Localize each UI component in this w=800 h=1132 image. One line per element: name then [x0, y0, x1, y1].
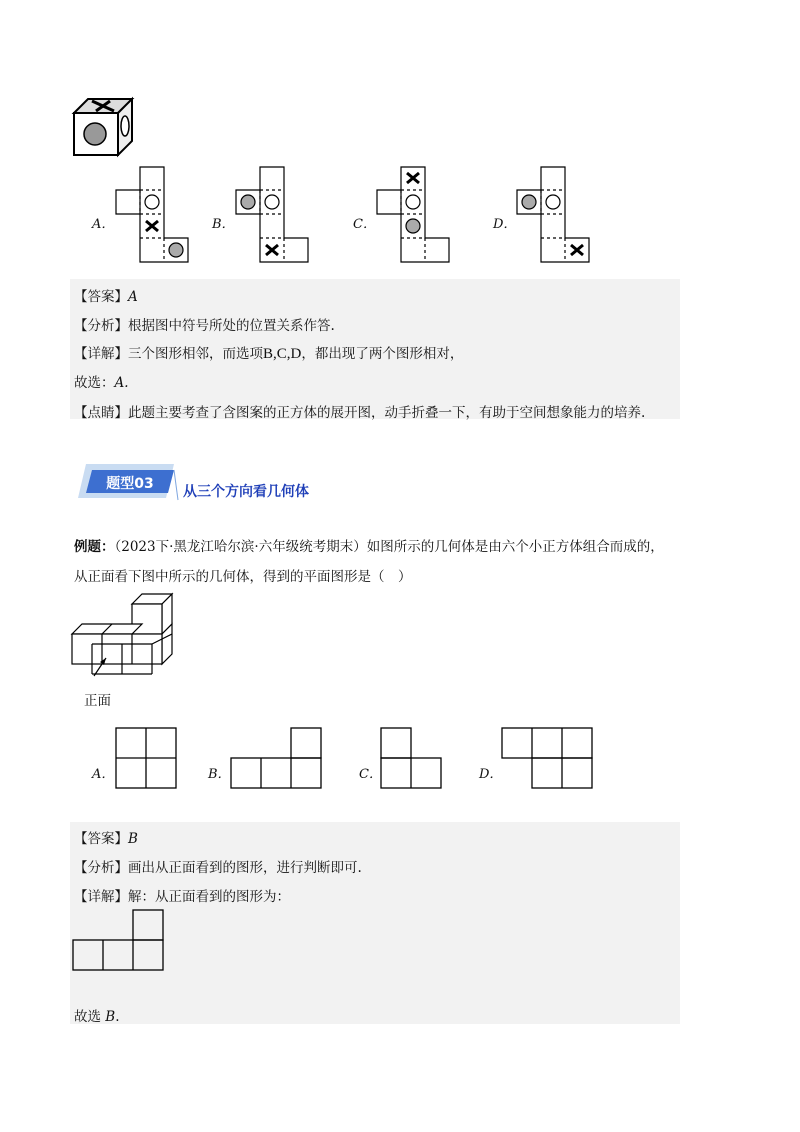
example-option-c-label: C． — [359, 767, 382, 782]
example-text-1: （2023下·黑龙江哈尔滨·六年级统考期末）如图所示的几何体是由六个小正方体组合而成的， — [114, 539, 664, 555]
example-label: 例题： — [74, 539, 115, 555]
comment-line — [74, 401, 645, 421]
option-a-label: A． — [92, 217, 115, 232]
net-option-c — [377, 166, 467, 266]
choice-line — [74, 371, 129, 391]
detail-tag: 【详解】 — [74, 346, 128, 362]
example-detail-line — [74, 885, 290, 905]
net-option-b — [236, 166, 326, 266]
example-option-b-label: B． — [208, 767, 231, 782]
choice-value: A. — [114, 375, 129, 391]
option-c-label: C． — [353, 217, 376, 232]
solution-front-view — [73, 910, 165, 972]
analysis-text: 根据图中符号所处的位置关系作答. — [128, 318, 335, 334]
detail-line — [74, 342, 463, 363]
view-option-c — [381, 728, 443, 790]
section-title: 从三个方向看几何体 — [183, 484, 309, 500]
example-option-d-label: D． — [479, 767, 503, 782]
analysis-line — [74, 314, 335, 334]
example-answer-value: B — [128, 831, 138, 847]
answer-value: A — [128, 289, 138, 305]
detail-post: ，都出现了两个图形相对， — [301, 346, 464, 362]
detail-math: B,C,D — [263, 346, 302, 362]
comment-text: 此题主要考查了含图案的正方体的展开图，动手折叠一下，有助于空间想象能力的培养. — [128, 405, 646, 421]
example-answer-line — [74, 827, 138, 847]
option-b-label: B． — [212, 217, 235, 232]
example-analysis-tag: 【分析】 — [74, 860, 128, 876]
choice-pre: 故选： — [74, 375, 115, 391]
detail-pre: 三个图形相邻，而选项 — [128, 346, 263, 362]
view-option-b — [231, 728, 323, 790]
section-badge: 题型03 — [106, 476, 154, 492]
example-detail-text: 解：从正面看到的图形为： — [128, 889, 290, 905]
solid-figure — [72, 594, 182, 674]
option-d-label: D． — [493, 217, 517, 232]
example-choice-end: . — [115, 1009, 120, 1025]
example-analysis-line — [74, 856, 362, 876]
example-choice-value: B — [105, 1009, 116, 1025]
example-detail-tag: 【详解】 — [74, 889, 128, 905]
view-option-a — [116, 728, 178, 790]
example-line-2: 从正面看下图中所示的几何体，得到的平面图形是（ ） — [74, 569, 412, 585]
example-choice-pre: 故选 — [74, 1009, 106, 1025]
cube-figure — [74, 99, 134, 155]
view-option-d — [502, 728, 594, 790]
comment-tag: 【点睛】 — [74, 405, 128, 421]
example-option-a-label: A． — [92, 767, 115, 782]
example-analysis-text: 画出从正面看到的图形，进行判断即可. — [128, 860, 362, 876]
analysis-tag: 【分析】 — [74, 318, 128, 334]
net-option-d — [517, 166, 607, 266]
example-line-1 — [74, 535, 664, 555]
net-option-a — [116, 166, 206, 266]
front-label: 正面 — [84, 693, 111, 709]
answer-tag: 【答案】 — [74, 289, 128, 305]
example-choice-line — [74, 1005, 120, 1025]
example-answer-tag: 【答案】 — [74, 831, 128, 847]
answer-line — [74, 285, 138, 305]
